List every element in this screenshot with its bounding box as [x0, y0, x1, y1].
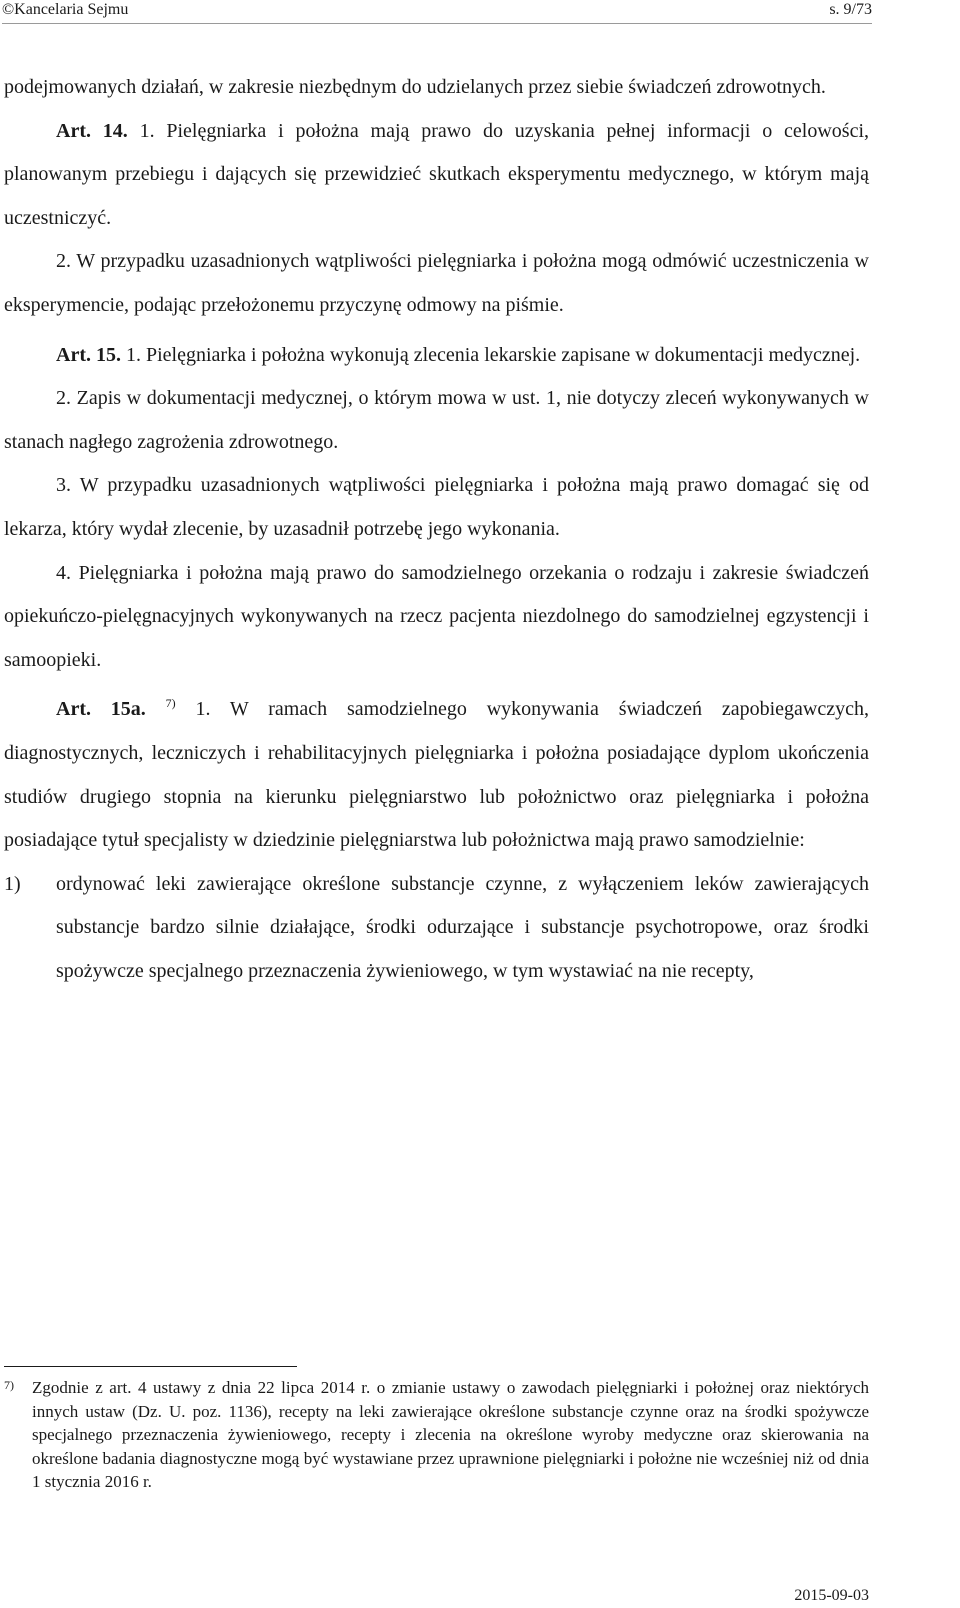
art-14-para-1-text: 1. Pielęgniarka i położna mają prawo do uzyskania pełnej informacji o celowości, planowanym przebiegu i dających się przewidzieć skutkach eksperymentu medycznego, w którym mają uczestniczyć. — [4, 119, 869, 229]
art-15-para-3: 3. W przypadku uzasadnionych wątpliwości pielęgniarka i położna mają prawo domagać się od lekarza, który wydał zlecenie, by uzasadnił potrzebę jego wykonania. — [4, 474, 869, 540]
art-15-label: Art. 15. — [56, 343, 121, 366]
art-14-para-1 — [4, 110, 869, 241]
header-rule — [2, 23, 872, 24]
art-15a-para-1-text: 1. W ramach samodzielnego wykonywania świadczeń zapobiegawczych, diagnostycznych, leczniczych i rehabilitacyjnych pielęgniarka i położna posiadające dyplom ukończenia studiów drugiego stopnia na kierunku pielęgniarstwo lub położnictwo oraz pielęgniarka i położna posiadające tytuł specjalisty w dziedzinie pielęgniarstwa lub położnictwa mają prawo samodzielnie: — [4, 698, 870, 852]
list-item-number: 1) — [4, 872, 21, 895]
list-item — [4, 863, 869, 994]
art-14-label: Art. 14. — [56, 119, 128, 142]
art-15a-para-1 — [4, 688, 869, 862]
footnote-reference[interactable]: 7) — [165, 696, 176, 711]
document-body — [4, 66, 869, 993]
header-page-number: s. 9/73 — [829, 1, 872, 18]
footnote-separator — [4, 1366, 297, 1367]
footer-date: 2015-09-03 — [794, 1587, 869, 1604]
art-15-para-1-text: 1. Pielęgniarka i położna wykonują zlecenia lekarskie zapisane w dokumentacji medycznej. — [120, 343, 861, 366]
paragraph-continuation: podejmowanych działań, w zakresie niezbędnym do udzielanych przez siebie świadczeń zdrowotnych. — [4, 76, 826, 98]
art-15-para-4: 4. Pielęgniarka i położna mają prawo do samodzielnego orzekania o rodzaju i zakresie świadczeń opiekuńczo-pielęgnacyjnych wykonywanych na rzecz pacjenta niezdolnego do samodzielnej egzystencji i samoopieki. — [4, 561, 869, 671]
header-publisher: ©Kancelaria Sejmu — [2, 1, 129, 18]
art-14-para-2: 2. W przypadku uzasadnionych wątpliwości pielęgniarka i położna mogą odmówić uczestniczenia w eksperymencie, podając przełożonemu przyczynę odmowy na piśmie. — [4, 250, 869, 316]
footnote — [4, 1376, 869, 1494]
art-15-para-2: 2. Zapis w dokumentacji medycznej, o którym mowa w ust. 1, nie dotyczy zleceń wykonywanych w stanach nagłego zagrożenia zdrowotnego. — [4, 387, 869, 453]
art-15a-label: Art. 15a. — [56, 698, 146, 721]
art-15-para-1 — [4, 334, 869, 378]
list-item-text: ordynować leki zawierające określone substancje czynne, z wyłączeniem leków zawierających substancje bardzo silnie działające, środki odurzające i substancje psychotropowe, oraz środki spożywcze specjalnego przeznaczenia żywieniowego, w tym wystawiać na nie recepty, — [56, 872, 869, 982]
page-header — [2, 0, 872, 20]
footnote-text: Zgodnie z art. 4 ustawy z dnia 22 lipca 2014 r. o zmianie ustawy o zawodach pielęgniarki i położnej oraz niektórych innych ustaw (Dz. U. poz. 1136), recepty na leki zawierające określone substancje czynne oraz na środki spożywcze specjalnego przeznaczenia żywieniowego, recepty i zlecenia na określone wyroby medyczne oraz skierowania na określone badania diagnostyczne mogą być wystawiane przez uprawnione pielęgniarki i położne nie wcześniej niż od dnia 1 stycznia 2016 r. — [32, 1378, 869, 1491]
footnote-mark: 7) — [4, 1378, 14, 1392]
